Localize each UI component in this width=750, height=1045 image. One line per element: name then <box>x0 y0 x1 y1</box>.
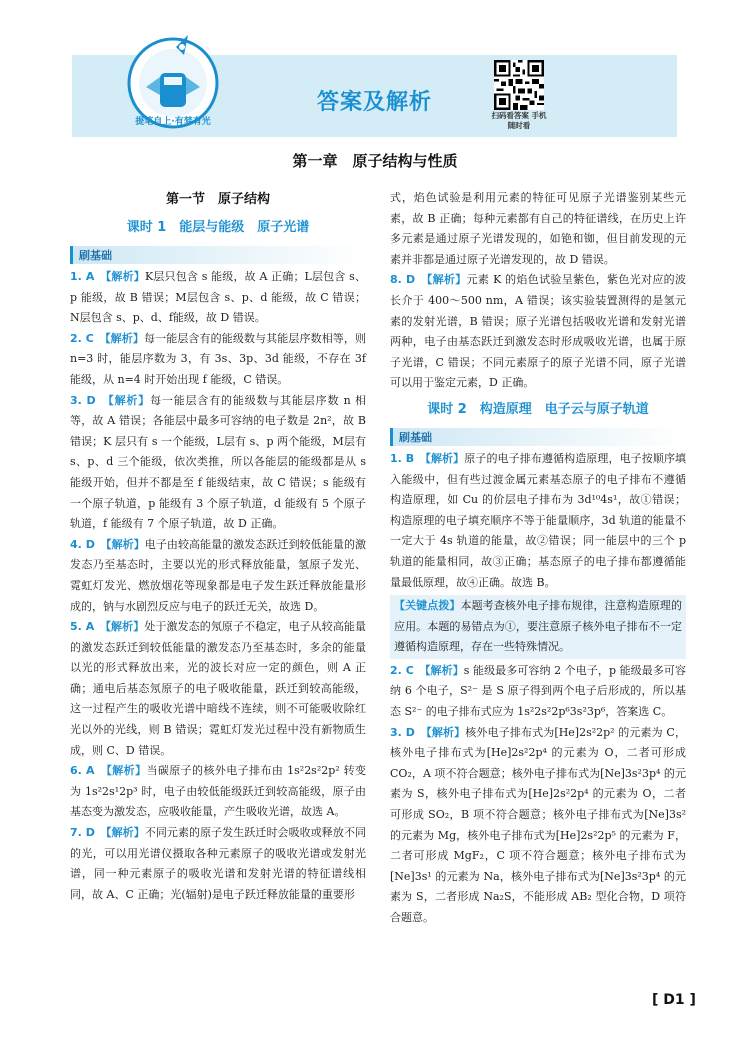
practice-tag <box>70 246 366 264</box>
practice-tag-label: 刷基础 <box>399 430 432 444</box>
left-column <box>70 188 366 905</box>
answer-item <box>390 270 686 394</box>
analysis-label: 【解析】 <box>105 331 144 345</box>
answer-item <box>70 617 366 761</box>
answer-text: 每一能层含有的能级数与其能层序数 n 相等，故 A 错误；各能层中最多可容纳的电子数是 2n²，故 B 错误；K 层只有 s 一个能级，L层有 s、p 两个能级，M层有 s、p、d 三个能级，依次类推，所以各能层的能级都是从 s 能级开始，但并不都是至 f 能级结束，故 C 错误；s 能级有一个原子轨道，p 能级有 3 个原子轨道，d 能级有 5 个原子轨道，f 能级有 7 个原子轨道，故 D 正确。 <box>70 393 367 531</box>
analysis-label: 【解析】 <box>106 826 145 840</box>
section-title: 第一节 原子结构 <box>165 192 270 207</box>
analysis-label: 【解析】 <box>106 764 147 778</box>
answer-item <box>390 661 686 723</box>
answer-number: 3. D <box>390 725 415 739</box>
answer-text: 电子由较高能量的激发态跃迁到较低能量的激发态乃至基态时，主要以光的形式释放能量，氢原子发光、霓虹灯发光、燃放烟花等现象都是电子发生跃迁释放能量形成的，钠与水剧烈反应与电子的跃迁无关，故选 D。 <box>70 537 367 613</box>
logo-icon <box>118 25 228 135</box>
qr-code-icon[interactable] <box>494 60 544 110</box>
key-tip-text: 本题考查核外电子排布规律，注意构造原理的应用。本题的易错点为①，要注意原子核外电子排布不一定遵循构造原理，存在一些特殊情况。 <box>394 599 683 654</box>
lesson-title-1: 课时 1 能层与能级 原子光谱 <box>126 220 310 235</box>
analysis-label: 【解析】 <box>105 620 145 634</box>
chapter-title: 第一章 原子结构与性质 <box>292 152 458 170</box>
analysis-label: 【解析】 <box>426 725 466 739</box>
answer-text: 核外电子排布式为[He]2s²2p² 的元素为 C，核外电子排布式为[He]2s²2p⁴ 的元素为 O，二者可形成 CO₂，A 项不符合题意；核外电子排布式为[Ne]3s²3p⁴ 的元素为 S，核外电子排布式为[He]2s²2p⁴ 的元素为 O，二者可形成 SO₂，B 项不符合题意；核外电子排布式为[Ne]3s² 的元素为 Mg，核外电子排布式为[He]2s²2p⁵ 的元素为 F，二者可形成 MgF₂，C 项不符合题意；核外电子排布式为[Ne]3s¹ 的元素为 Na，核外电子排布式为[Ne]3s²3p⁴ 的元素为 S，二者形成 Na₂S，不能形成 AB₂ 型化合物，D 项符合题意。 <box>390 725 686 924</box>
analysis-label: 【解析】 <box>105 270 145 283</box>
practice-tag-label: 刷基础 <box>79 249 112 262</box>
answer-text: 元素 K 的焰色试验呈紫色，紫色光对应的波长介于 400～500 nm，A 错误；该实验装置测得的是氢元素的发射光谱，B 错误；原子光谱包括吸收光谱和发射光谱两种，电子由基态跃迁到激发态时形成吸收光谱，也属于原子光谱，C 错误；不同元素原子的原子光谱不同，原子光谱可以用于鉴定元素，D 正确。 <box>390 273 687 390</box>
practice-tag <box>390 428 686 446</box>
analysis-label: 【解析】 <box>106 537 145 551</box>
logo-text: 提笔自上·有梦有光 <box>135 117 211 127</box>
analysis-label: 【解析】 <box>426 273 467 287</box>
answer-text: 当碳原子的核外电子排布由 1s²2s²2p² 转变为 1s²2s¹2p³ 时，电子由较低能级跃迁到较高能级，原子由基态变为激发态，应吸收能量，产生吸收光谱，故选 A。 <box>70 764 366 819</box>
answer-number: 2. C <box>390 663 414 677</box>
answer-number: 1. A <box>70 270 95 283</box>
answer-text: 原子的电子排布遵循构造原理，电子按顺序填入能级中，但有些过渡金属元素基态原子的电子排布不遵循构造原理，如 Cu 的价层电子排布为 3d¹⁰4s¹，故①错误；构造原理的电子填充顺序不等于能量顺序，3d 轨道的能量不一定大于 4s 轨道的能量，故②错误；同一能层中的三个 p 轨道的能量相同，故③正确；基态原子的电子排布都遵循能量最低原理，故④正确。故选 B。 <box>390 451 687 589</box>
answer-number: 1. B <box>390 451 415 465</box>
qr-caption: 扫码看答案 手机随时看 <box>491 111 547 130</box>
answer-number: 2. C <box>70 331 94 345</box>
answer-item <box>70 267 366 329</box>
answer-item <box>390 449 686 593</box>
analysis-label: 【解析】 <box>425 451 465 465</box>
answer-item <box>70 391 366 535</box>
key-tip-box <box>390 595 686 659</box>
analysis-label: 【解析】 <box>108 393 151 407</box>
answer-item <box>70 329 366 391</box>
answer-text: 每一能层含有的能级数与其能层序数相等，则 n=3 时，能层序数为 3，有 3s、3p、3d 能级，不存在 3f 能级，从 n=4 时开始出现 f 能级，C 错误。 <box>70 331 367 386</box>
answer-number: 3. D <box>70 393 96 407</box>
answer-item <box>70 761 366 823</box>
analysis-label: 【解析】 <box>424 663 464 677</box>
answer-text: 处于激发态的氖原子不稳定，电子从较高能量的激发态跃迁到较低能量的激发态乃至基态时，多余的能量以光的形式释放出来，光的波长对应一定的颜色，则 A 正确；通电后基态氖原子的电子吸收能量，跃迁到较高能级，这一过程产生的吸收光谱中暗线不连续，则不可能吸收除红光以外的光线，则 B 错误；霓虹灯发光过程中没有新物质生成，则 C、D 错误。 <box>70 620 367 757</box>
answer-text: K层只包含 s 能级，故 A 正确；L层包含 s、p 能级，故 B 错误；M层包含 s、p、d 能级，故 C 错误；N层包含 s、p、d、f能级，故 D 错误。 <box>70 270 367 325</box>
answer-item <box>70 535 366 617</box>
answer-number: 6. A <box>70 764 95 778</box>
key-tip-label: 【关键点拨】 <box>394 599 461 613</box>
continuation-text: 式，焰色试验是利用元素的特征可见原子光谱鉴别某些元素，故 B 正确；每种元素都有自己的特征谱线，在历史上许多元素是通过原子光谱发现的，如铯和铷，但目前发现的元素并非都是通过原子光谱发现的，故 D 错误。 <box>390 191 686 266</box>
header-title: 答案及解析 <box>316 90 432 115</box>
answer-item <box>70 823 366 905</box>
answer-number: 4. D <box>70 537 95 551</box>
answer-item <box>390 723 686 929</box>
answer-number: 8. D <box>390 273 416 287</box>
page-number: [ D1 ] <box>652 992 696 1008</box>
answer-number: 5. A <box>70 620 95 634</box>
page-number-value: D1 <box>663 992 685 1008</box>
answer-text: s 能级最多可容纳 2 个电子，p 能级最多可容纳 6 个电子，S²⁻ 是 S 原子得到两个电子后形成的，所以基态 S²⁻ 的电子排布式应为 1s²2s²2p⁶3s²3p⁶，答案选 C。 <box>390 663 686 719</box>
right-column <box>390 188 686 929</box>
answer-number: 7. D <box>70 826 95 840</box>
lesson-title-2: 课时 2 构造原理 电子云与原子轨道 <box>427 401 649 417</box>
answer-text: 不同元素的原子发生跃迁时会吸收或释放不同的光，可以用光谱仪摄取各种元素原子的吸收光谱或发射光谱，同一种元素原子的吸收光谱和发射光谱的特征谱线相同，故 A、C 正确；光(辐射)是电子跃迁释放能量的重要形 <box>70 826 367 901</box>
